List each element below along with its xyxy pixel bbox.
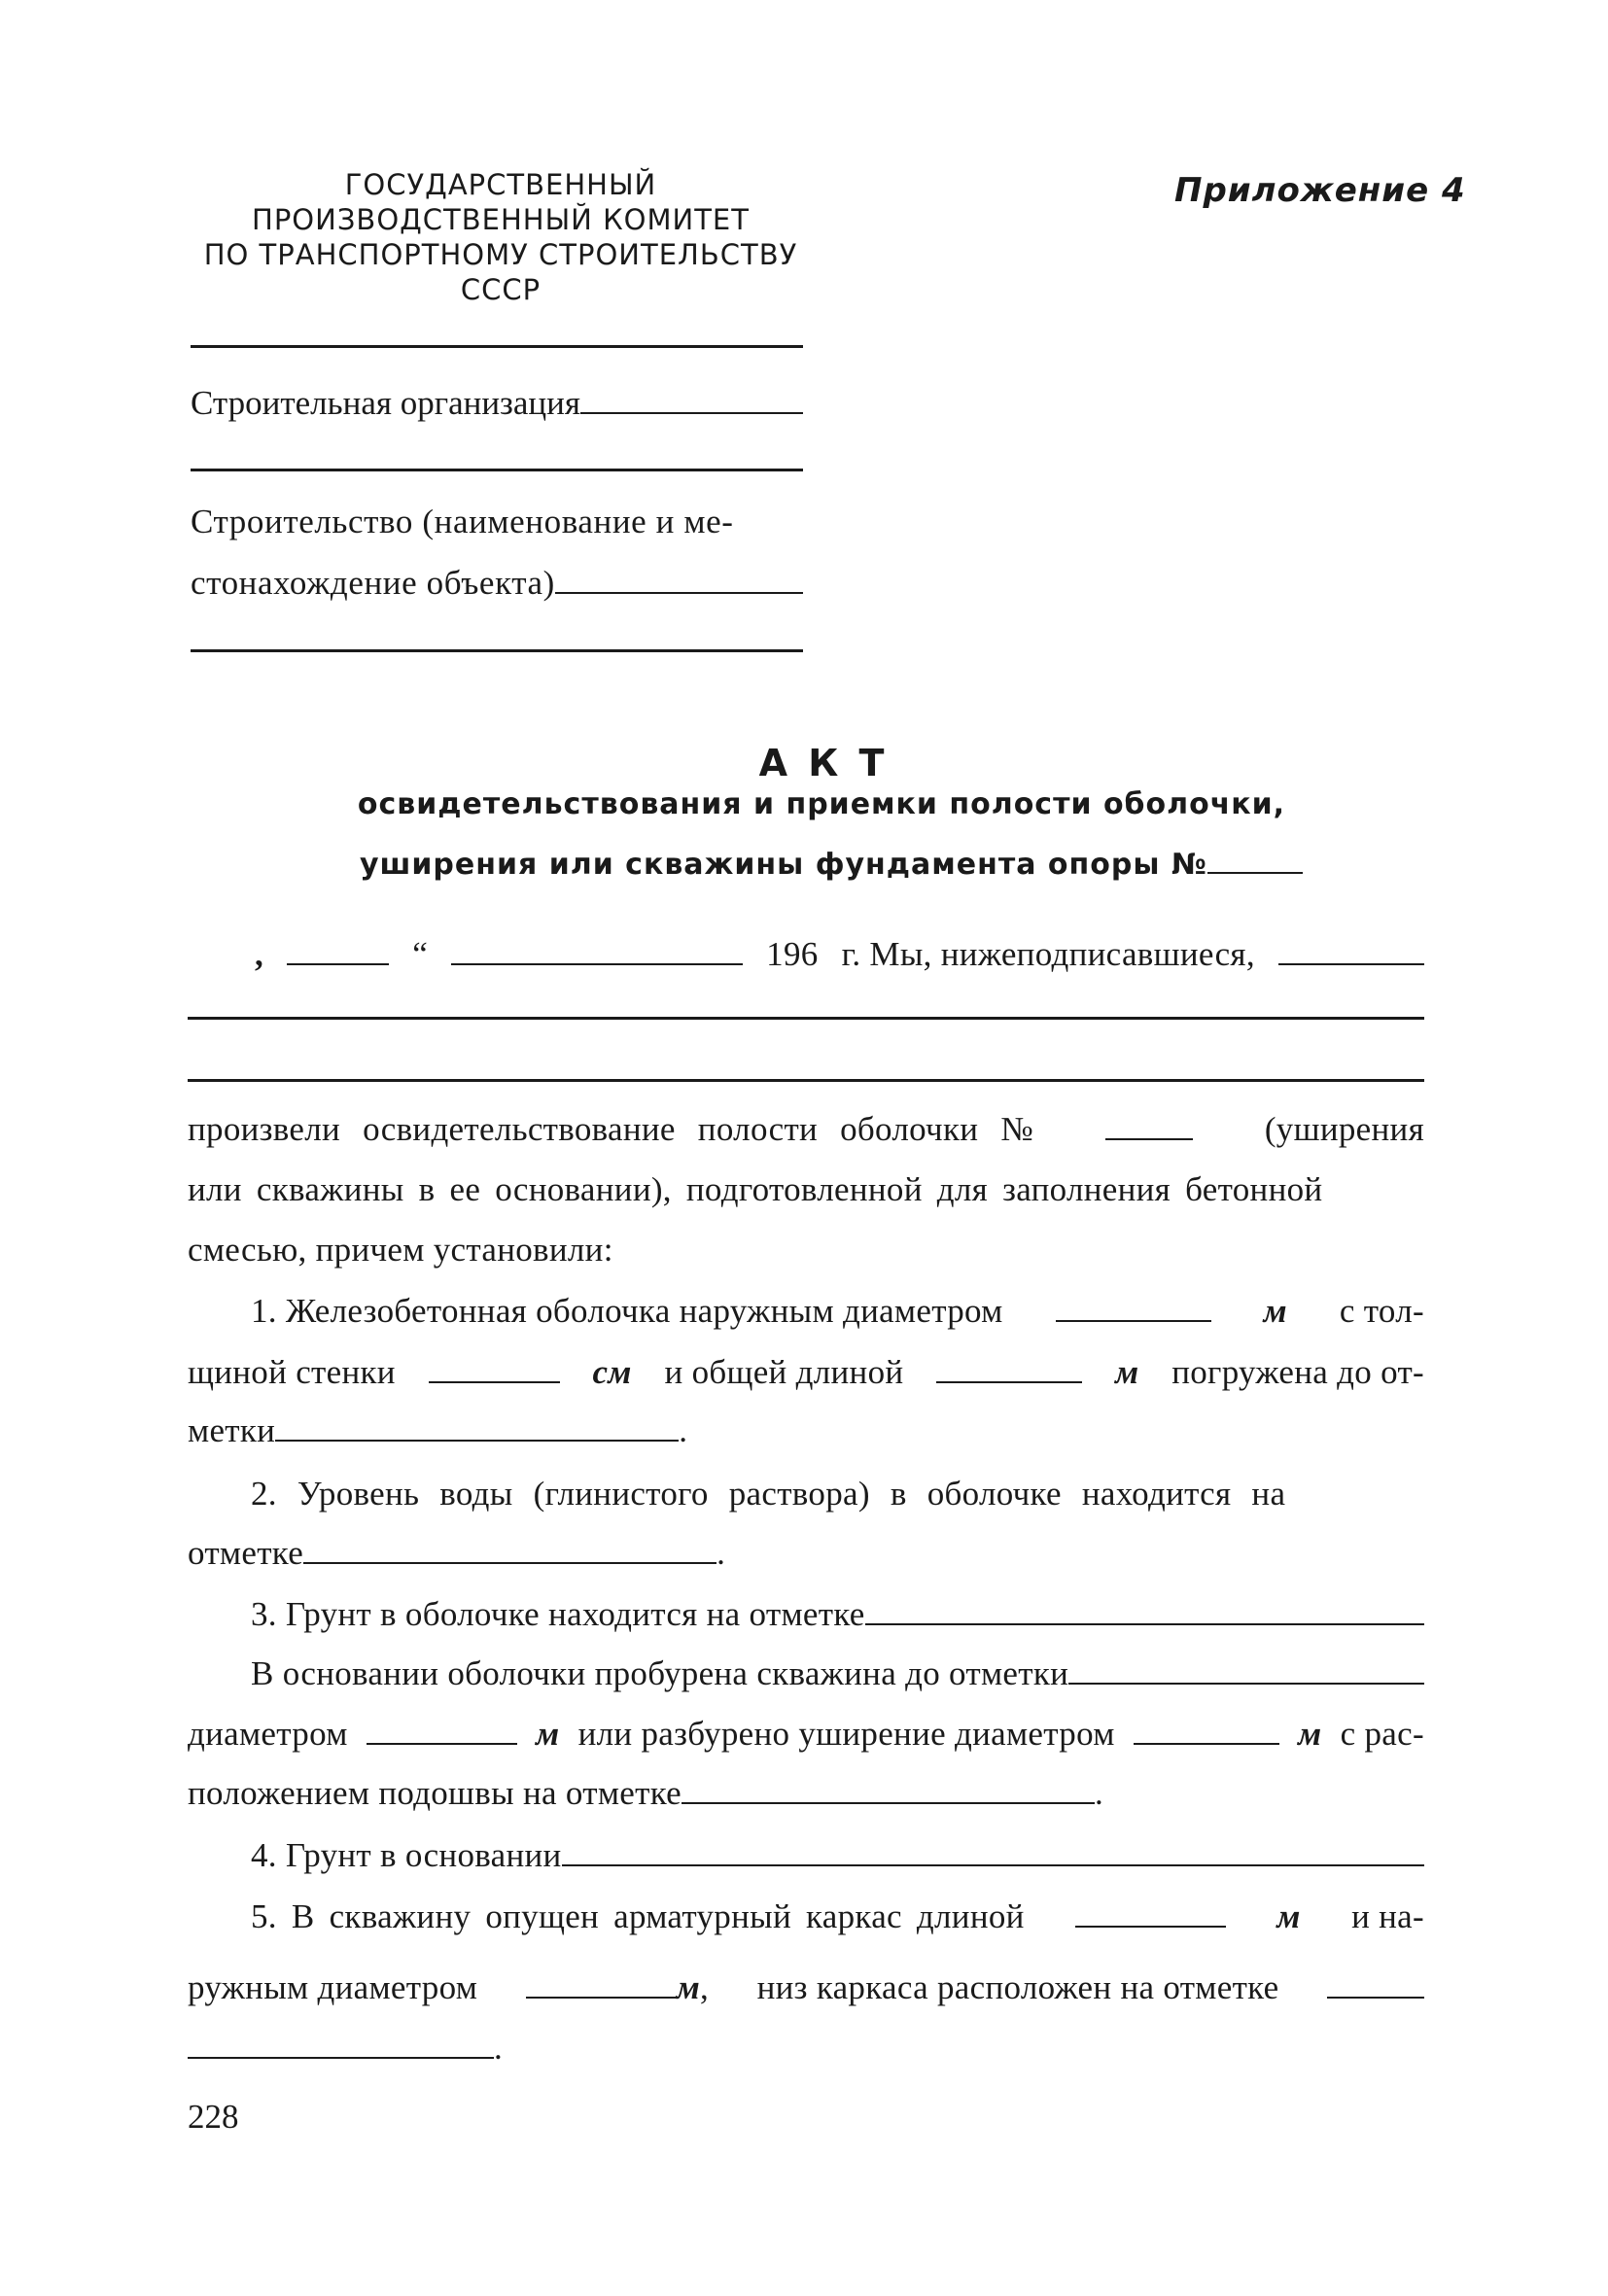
sole-mark-blank bbox=[682, 1778, 1095, 1804]
construction-label-2: стонахождение объекта) bbox=[191, 564, 555, 602]
intro-text-1: произвели освидетельствование полости оболочки № bbox=[188, 1110, 1034, 1148]
page-number: 228 bbox=[188, 2098, 239, 2136]
item-5-text-c: ружным диаметром bbox=[188, 1968, 478, 2006]
committee-line-3: ПО ТРАНСПОРТНОМУ СТРОИТЕЛЬСТВУ bbox=[203, 238, 798, 271]
intro-line-3: смесью, причем установили: bbox=[188, 1231, 613, 1269]
signatories-line-3 bbox=[188, 1079, 1424, 1082]
item-3-text-f: положением подошвы на отметке bbox=[188, 1774, 682, 1812]
soil-mark-blank bbox=[865, 1599, 1424, 1625]
item-3-text-c: диаметром bbox=[188, 1715, 348, 1753]
committee-line-4: СССР bbox=[460, 273, 542, 306]
item-5-line-1 bbox=[251, 1896, 1424, 1938]
appendix-label: Приложение 4 bbox=[1174, 171, 1466, 210]
year-prefix: 196 bbox=[766, 935, 819, 973]
unit-m-4: м bbox=[1298, 1715, 1322, 1753]
item-1-text-f: метки bbox=[188, 1411, 276, 1449]
unit-m-6: м bbox=[676, 1968, 700, 2006]
item-4-line bbox=[251, 1834, 1424, 1877]
intro-text-1b: (уширения bbox=[1264, 1110, 1424, 1148]
construction-field bbox=[191, 564, 803, 603]
day-blank bbox=[287, 939, 389, 965]
item-5-text-d: низ каркаса расположен на отметке bbox=[756, 1968, 1279, 2006]
date-close-quote: “ bbox=[412, 935, 429, 973]
intro-line-2: или скважины в ее основании), подготовленной для заполнения бетонной bbox=[188, 1170, 1323, 1208]
unit-m-2: м bbox=[1115, 1353, 1139, 1391]
shell-number-blank bbox=[1105, 1114, 1193, 1140]
org-label: Строительная организация bbox=[191, 384, 580, 422]
month-blank bbox=[451, 939, 743, 965]
item-1-line-2 bbox=[188, 1351, 1424, 1394]
item-1-line-3 bbox=[188, 1409, 1424, 1452]
construction-label-1: Строительство (наименование и ме- bbox=[191, 503, 734, 540]
item-3-line-1 bbox=[251, 1593, 1424, 1636]
item-3-line-3 bbox=[188, 1713, 1424, 1756]
item-3-line-4 bbox=[188, 1772, 1424, 1815]
borehole-diameter-blank bbox=[367, 1719, 517, 1745]
signatories-line-2 bbox=[188, 1017, 1424, 1020]
item-3-text-b: В основании оболочки пробурена скважина до отметки bbox=[251, 1654, 1069, 1692]
cage-diameter-blank bbox=[526, 1972, 677, 1999]
period-2: . bbox=[717, 1534, 726, 1572]
act-title: А К Т bbox=[758, 742, 889, 784]
intro-line-1 bbox=[188, 1108, 1424, 1151]
outer-diameter-blank bbox=[1056, 1296, 1211, 1322]
construction-blank bbox=[555, 568, 803, 594]
act-subtitle-1: освидетельствования и приемки полости оболочки, bbox=[357, 787, 1286, 821]
item-3-text-d: или разбурено уширение диаметром bbox=[577, 1715, 1115, 1753]
borehole-mark-blank bbox=[1068, 1658, 1424, 1685]
item-1-line-1 bbox=[251, 1290, 1424, 1333]
item-2-text-b: отметке bbox=[188, 1534, 304, 1572]
divider-1 bbox=[191, 345, 803, 348]
period-3: . bbox=[1094, 1774, 1104, 1812]
immersion-mark-blank bbox=[275, 1415, 679, 1442]
period-1: . bbox=[679, 1411, 688, 1449]
item-3-text-e: с рас- bbox=[1340, 1715, 1424, 1753]
unit-m-3: м bbox=[536, 1715, 560, 1753]
date-line bbox=[255, 933, 1424, 976]
signatories-blank-1 bbox=[1278, 939, 1424, 965]
act-subtitle-2: уширения или скважины фундамента опоры № bbox=[360, 848, 1208, 882]
unit-m-5: м bbox=[1276, 1897, 1301, 1935]
period-4: . bbox=[494, 2029, 504, 2067]
base-soil-blank bbox=[562, 1840, 1424, 1866]
item-1-text-d: и общей длиной bbox=[664, 1353, 904, 1391]
item-5-line-2 bbox=[188, 1966, 1424, 2009]
cage-length-blank bbox=[1075, 1901, 1226, 1928]
water-level-blank bbox=[303, 1538, 717, 1564]
committee-line-1: ГОСУДАРСТВЕННЫЙ bbox=[344, 168, 657, 201]
date-open-quote: , bbox=[255, 935, 264, 973]
item-1-text-c: щиной стенки bbox=[188, 1353, 396, 1391]
divider-2 bbox=[191, 469, 803, 471]
item-5-line-3 bbox=[188, 2027, 1424, 2070]
cage-bottom-blank-2 bbox=[188, 2033, 494, 2059]
widening-diameter-blank bbox=[1134, 1719, 1279, 1745]
unit-m-1: м bbox=[1263, 1292, 1287, 1330]
length-blank bbox=[936, 1357, 1082, 1383]
item-5-text-a: 5. В скважину опущен арматурный каркас длиной bbox=[251, 1897, 1025, 1935]
wall-thickness-blank bbox=[429, 1357, 560, 1383]
date-text: г. Мы, нижеподписавшиеся, bbox=[841, 935, 1255, 973]
item-3-line-2 bbox=[251, 1652, 1424, 1695]
item-2-line-1: 2. Уровень воды (глинистого раствора) в оболочке находится на bbox=[251, 1475, 1286, 1513]
divider-3 bbox=[191, 649, 803, 652]
support-number-blank bbox=[1207, 851, 1303, 874]
comma-1: , bbox=[699, 1968, 710, 2006]
item-3-text-a: 3. Грунт в оболочке находится на отметке bbox=[251, 1595, 865, 1633]
unit-cm: см bbox=[592, 1353, 632, 1391]
item-2-line-2 bbox=[188, 1532, 1424, 1575]
committee-line-2: ПРОИЗВОДСТВЕННЫЙ КОМИТЕТ bbox=[252, 203, 750, 236]
item-1-text-b: с тол- bbox=[1339, 1292, 1424, 1330]
committee-heading bbox=[185, 167, 817, 307]
act-subtitle-2-row bbox=[360, 848, 1303, 882]
item-1-text-e: погружена до от- bbox=[1171, 1353, 1424, 1391]
item-4-text: 4. Грунт в основании bbox=[251, 1836, 562, 1874]
org-blank bbox=[580, 388, 803, 414]
item-5-text-b: и на- bbox=[1351, 1897, 1424, 1935]
cage-bottom-blank-1 bbox=[1327, 1972, 1424, 1999]
org-field bbox=[191, 384, 803, 423]
item-1-text-a: 1. Железобетонная оболочка наружным диаметром bbox=[251, 1292, 1003, 1330]
